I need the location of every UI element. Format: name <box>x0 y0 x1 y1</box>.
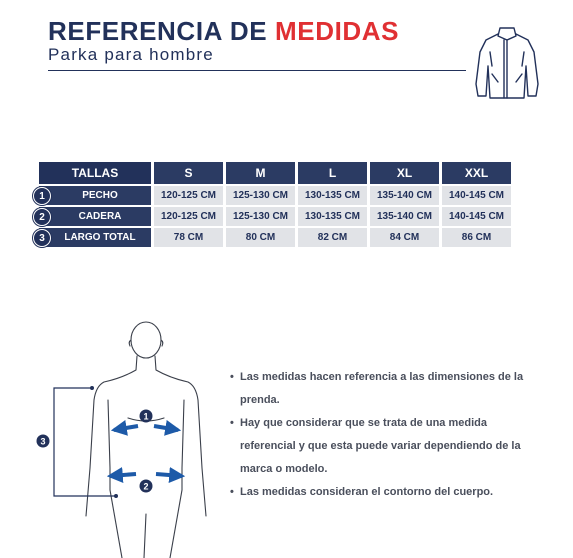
table-cell: 78 CM <box>154 228 223 247</box>
table-row-cadera <box>39 207 511 226</box>
note-item <box>230 366 530 412</box>
column-header-size: L <box>298 162 367 184</box>
table-cell: 130-135 CM <box>298 186 367 205</box>
marker-3-label: 3 <box>40 436 46 447</box>
table-cell: 80 CM <box>226 228 295 247</box>
table-cell: 140-145 CM <box>442 207 511 226</box>
note-item <box>230 481 530 504</box>
header <box>48 16 399 64</box>
bullet-icon: • <box>230 371 234 383</box>
bullet-icon: • <box>230 486 234 498</box>
note-text: Las medidas hacen referencia a las dimensiones de la prenda. <box>240 371 524 406</box>
hip-arrows <box>110 474 182 476</box>
table-cell: 86 CM <box>442 228 511 247</box>
marker-2-label: 2 <box>143 481 149 492</box>
notes-list <box>230 366 530 504</box>
title-part-2: MEDIDAS <box>275 16 400 46</box>
table-row-pecho <box>39 186 511 205</box>
table-cell: 125-130 CM <box>226 207 295 226</box>
table-cell: 140-145 CM <box>442 186 511 205</box>
table-cell: 120-125 CM <box>154 207 223 226</box>
marker-1-badge <box>140 410 153 423</box>
table-cell: 82 CM <box>298 228 367 247</box>
bullet-icon: • <box>230 417 234 429</box>
title-part-1: REFERENCIA DE <box>48 16 268 46</box>
row-label: PECHO <box>82 190 118 201</box>
row-label-cell <box>39 186 151 205</box>
column-header-size: M <box>226 162 295 184</box>
size-table <box>36 160 514 249</box>
column-header-size: XL <box>370 162 439 184</box>
note-text: Las medidas consideran el contorno del cuerpo. <box>240 486 494 498</box>
header-divider <box>48 70 466 71</box>
column-header-tallas: TALLAS <box>39 162 151 184</box>
page-title <box>48 16 399 46</box>
column-header-size: XXL <box>442 162 511 184</box>
body-silhouette-icon <box>86 322 206 558</box>
note-text: Hay que considerar que se trata de una medida referencial y que esta puede variar dependiendo de la marca o modelo. <box>240 417 521 475</box>
marker-1-label: 1 <box>143 411 149 422</box>
table-row-largo-total <box>39 228 511 247</box>
marker-3-badge <box>37 435 50 448</box>
row-number-badge: 1 <box>33 187 51 205</box>
page-subtitle: Parka para hombre <box>48 45 214 64</box>
table-cell: 125-130 CM <box>226 186 295 205</box>
body-measurement-figure <box>30 318 230 558</box>
row-label: LARGO TOTAL <box>64 232 136 243</box>
row-number-badge: 3 <box>33 229 51 247</box>
row-label: CADERA <box>78 211 122 222</box>
table-cell: 120-125 CM <box>154 186 223 205</box>
table-header-row <box>39 162 511 184</box>
table-cell: 84 CM <box>370 228 439 247</box>
jacket-icon <box>470 22 544 102</box>
row-number-badge: 2 <box>33 208 51 226</box>
marker-2-badge <box>140 480 153 493</box>
note-item <box>230 412 530 481</box>
row-label-cell <box>39 207 151 226</box>
table-cell: 135-140 CM <box>370 207 439 226</box>
table-cell: 130-135 CM <box>298 207 367 226</box>
table-cell: 135-140 CM <box>370 186 439 205</box>
column-header-size: S <box>154 162 223 184</box>
chest-arrows <box>114 426 178 430</box>
row-label-cell <box>39 228 151 247</box>
